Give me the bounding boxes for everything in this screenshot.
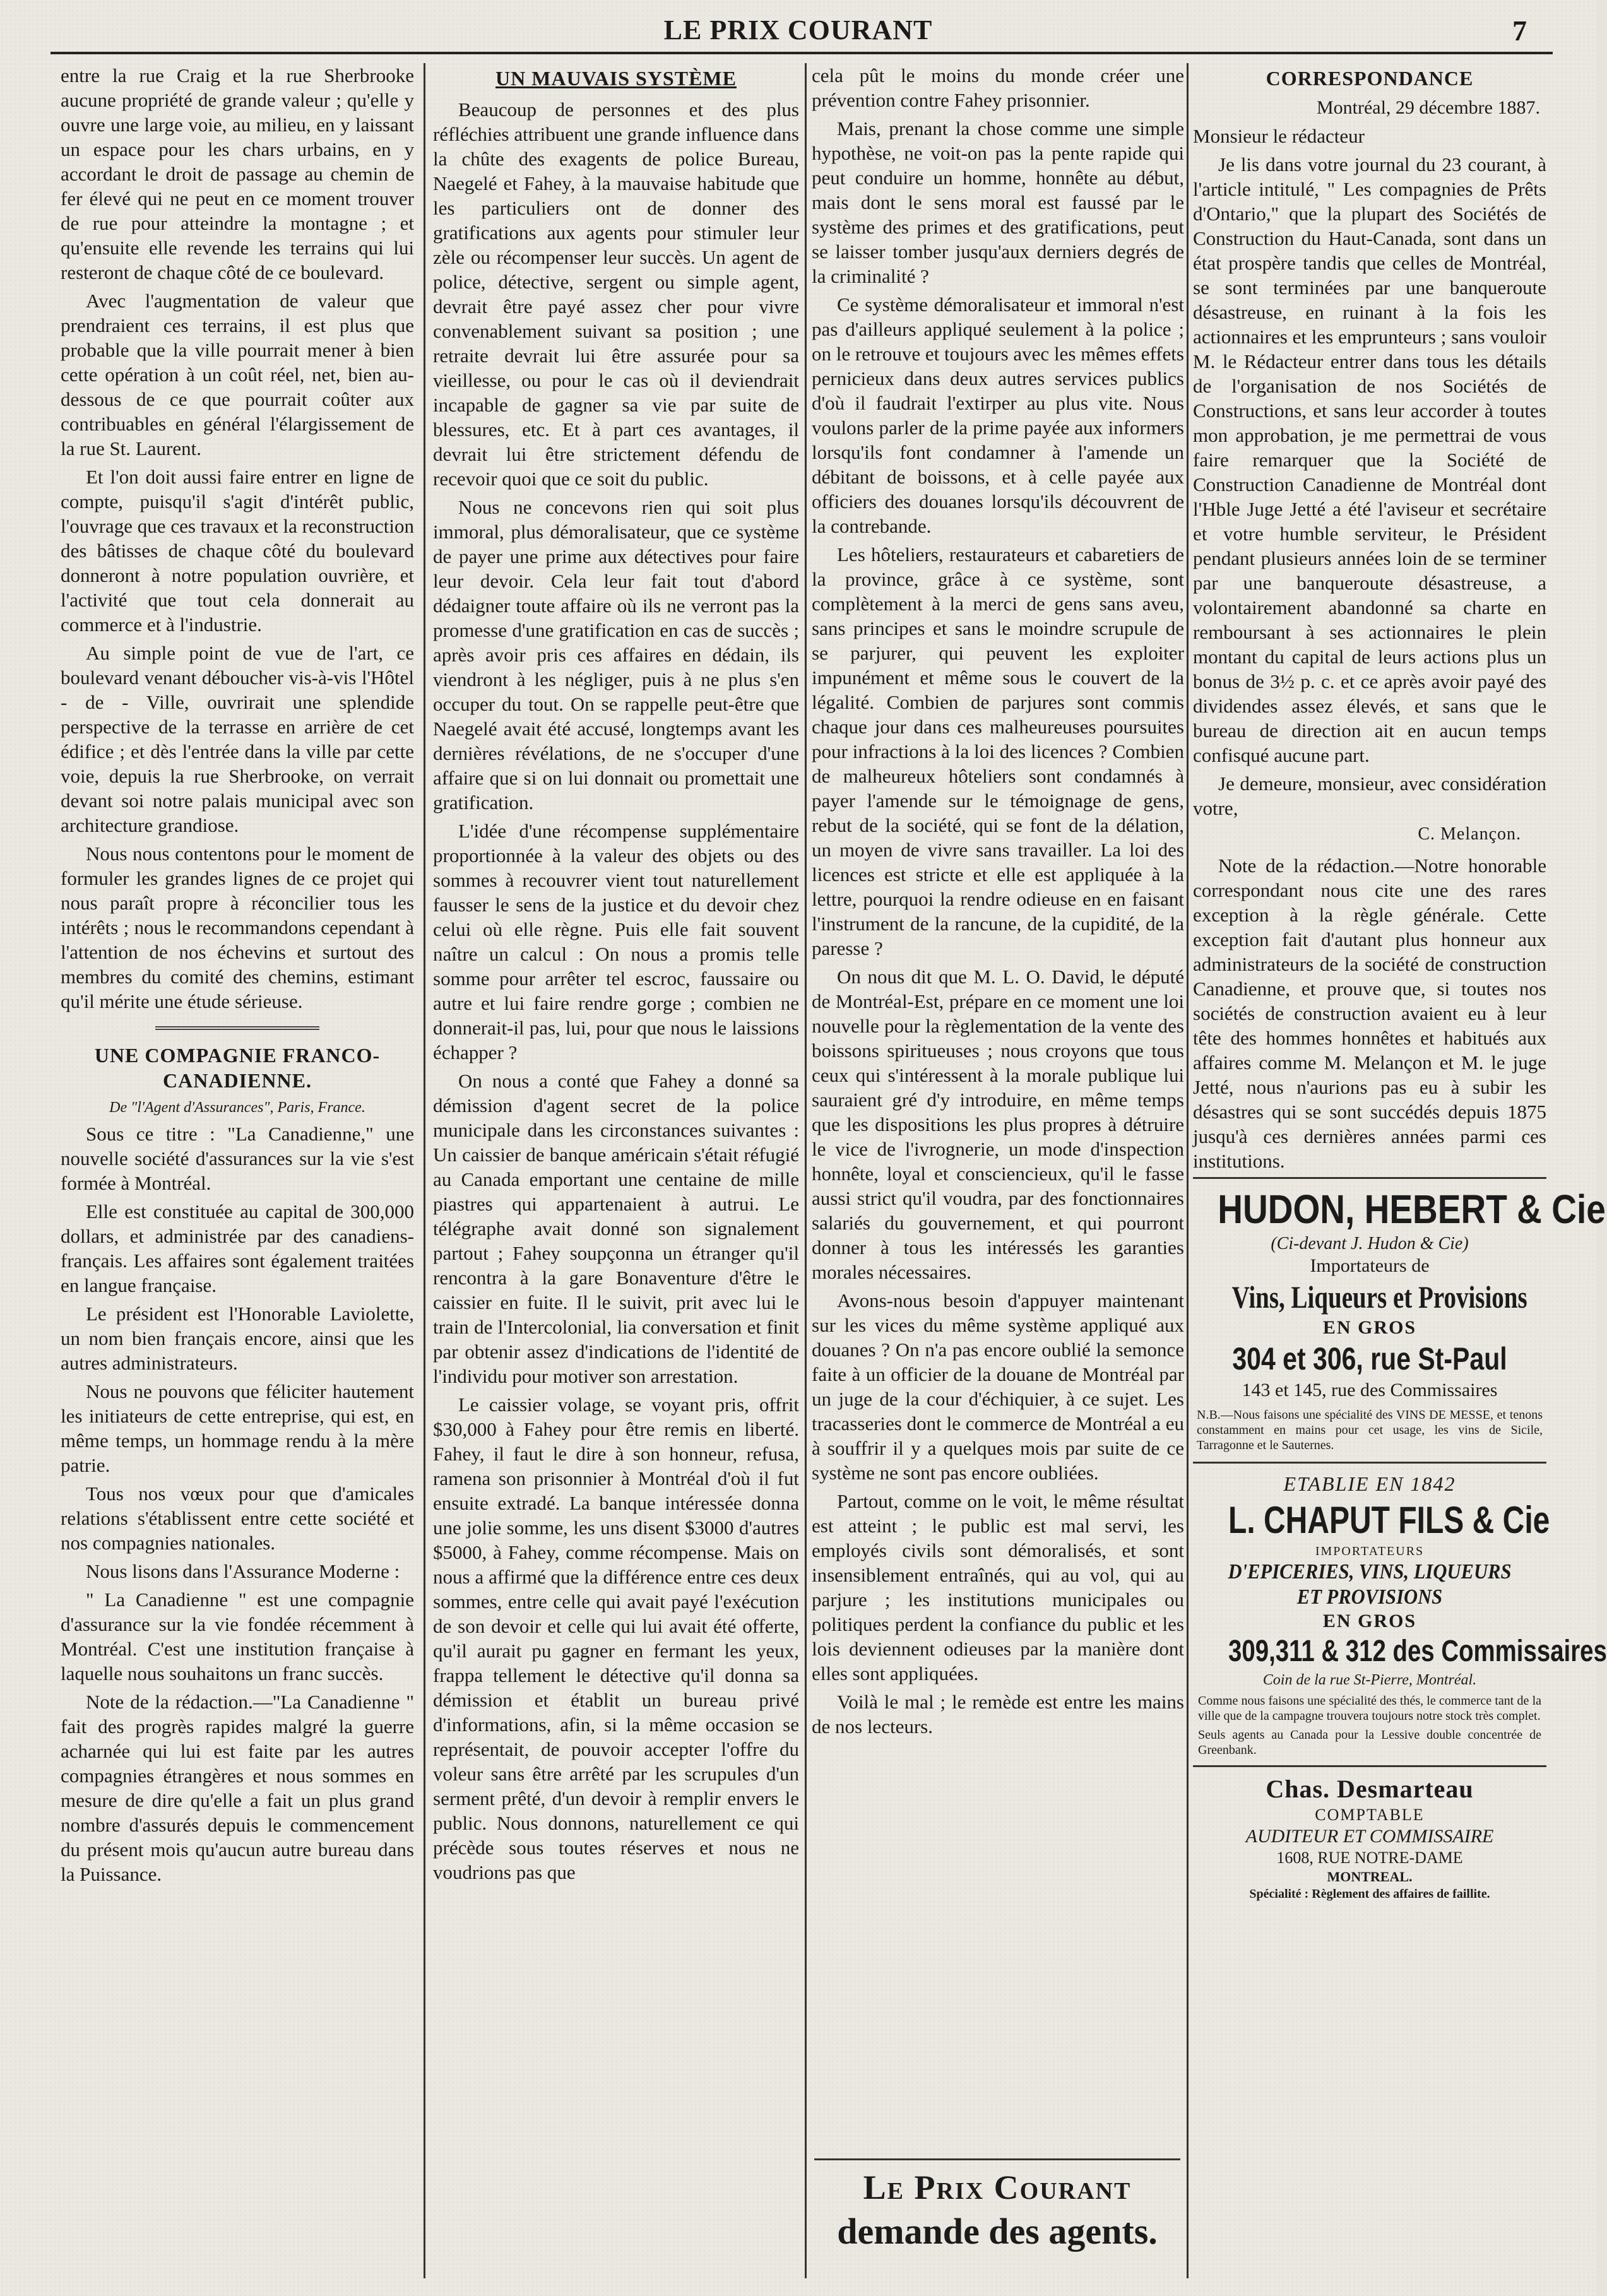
ad-company-name: L. CHAPUT FILS & Cie	[1228, 1499, 1550, 1541]
article-paragraph: Les hôteliers, restaurateurs et cabaretiers de la province, grâce à ce système, sont complètement à la merci de gens sans aveu, sans principes et sans le moindre scrupule de se parjurer, qui peuvent les exploiter impunément et même sous le couvert de la légalité. Combien de parjures sont commis chaque jour dans ces malheureuses poursuites pour infractions à la loi des licences ? Combien de malheureux hôteliers sont condamnés à payer l'amende sur le témoignage de gens, rebut de la société, qui se font de la délation, un moyen de vivre sans travailler. La loi des licences est stricte et elle est appliquée à la lettre, pourquoi la rendre odieuse en en faisant l'instrument de la rancune, de la cupidité, de la paresse ?	[812, 543, 1184, 959]
article-source: De "l'Agent d'Assurances", Paris, France.	[109, 1099, 365, 1116]
promo-subtitle: demande des agents.	[837, 2211, 1158, 2252]
ad-formerly: (Ci-devant J. Hudon & Cie)	[1271, 1234, 1469, 1253]
ad-title: COMPTABLE	[1315, 1806, 1425, 1824]
ad-established: ETABLIE EN 1842	[1283, 1472, 1456, 1495]
column-1	[61, 63, 414, 2272]
article-paragraph: Au simple point de vue de l'art, ce boulevard venant déboucher vis-à-vis l'Hôtel - de - Ville, ouvrirait une splendide perspective de la terrasse en arrière de cet édifice ; et dès l'entrée dans la ville par cette voie, depuis la rue Sherbrooke, on verrait devant soi notre palais municipal avec son architecture grandiose.	[61, 642, 414, 836]
promo-box	[814, 2158, 1180, 2274]
ad-address: 309,311 & 312 des Commissaires	[1228, 1635, 1607, 1668]
article-paragraph: Tous nos vœux pour que d'amicales relations s'établissent entre cette société et nos compagnies nationales.	[61, 1482, 414, 1554]
ad-importers: IMPORTATEURS	[1315, 1544, 1425, 1558]
ad-city: MONTREAL.	[1327, 1869, 1413, 1885]
article-paragraph: " La Canadienne " est une compagnie d'assurance sur la vie fondée récemment à Montréal. C'est une institution française à laquelle nous souhaitons un franc succès.	[61, 1589, 414, 1684]
article-paragraph: On nous a conté que Fahey a donné sa démission d'agent secret de la police municipale dans les circonstances suivantes : Un caissier de banque américain s'était réfugié au Canada emportant une centaine de mille piastres qui appartenaient à autrui. Le télégraphe avait donné son signalement partout ; Fahey soupçonna un étranger qu'il rencontra à la gare Bonaventure d'être le caissier en fuite. Il le suivit, prit avec lui le train de l'Intercolonial, lia conversation et finit par obtenir assez d'indications de l'identité de l'individu pour motiver son arrestation.	[433, 1070, 799, 1387]
editor-note-text: Note de la rédaction.—Notre honorable correspondant nous cite une des rares exception à la règle générale. Cette exception fait d'autant plus honneur aux administrateurs de la société de construction Canadienne, et prouve que, si toutes nos sociétés de construction avaient eu à leur tête des hommes honnêtes et habitués aux affaires comme M. Melançon et M. le juge Jetté, nous n'aurions pas eu à subir les désastres qui se sont succédés depuis 1875 jusqu'à ces dernières années parmi ces institutions.	[1193, 855, 1546, 1172]
heading-text: UN MAUVAIS SYSTÈME	[495, 67, 737, 90]
article-paragraph: Et l'on doit aussi faire entrer en ligne de compte, puisqu'il s'agit d'intérêt public, l'ouvrage que ces travaux et la reconstruction des bâtisses de chaque côté du boulevard donneront à notre population ouvrière, et l'activité que tout cela donnerait au commerce et à l'industrie.	[61, 466, 414, 636]
column-rule	[805, 63, 807, 2278]
article-paragraph: Mais, prenant la chose comme une simple hypothèse, ne voit-on pas la pente rapide qui peut conduire un homme, honnête au début, mais dont le sens moral est faussé par le système des primes et des gratifications, peut se laisser tomber jusqu'aux derniers degrés de la criminalité ?	[812, 117, 1184, 287]
letter-signature: C. Melançon.	[1418, 824, 1521, 844]
column-3	[812, 63, 1184, 2152]
ad-goods-line-1: D'EPICERIES, VINS, LIQUEURS	[1228, 1560, 1512, 1583]
letter-paragraph: Je lis dans votre journal du 23 courant, à l'article intitulé, " Les compagnies de Prêts d'Ontario," que la plupart des Sociétés de Construction du Haut-Canada, sont dans un état prospère tandis que celles de Montréal, se sont terminées par une banqueroute désastreuse, en ruinant à la fois les actionnaires et les emprunteurs ; sans vouloir M. le Rédacteur entrer dans tous les détails de l'organisation de nos Sociétés de Constructions, et sans leur accorder à toutes mon approbation, je me permettrai de vous faire remarquer que la Société de Construction Canadienne de Montréal dont l'Hble Juge Jetté a été l'aviseur et secrétaire et votre humble serviteur, le Président pendant plusieurs années loin de se terminer par une banqueroute désastreuse, a volontairement abandonné sa charte en remboursant à ses actionnaires le plein montant du capital de leurs actions plus un bonus de 3½ p. c. et ce après avoir payé des dividendes assez élevés, et sans que le bureau de direction ait en aucun temps confisqué aucune part.	[1193, 153, 1546, 766]
letter-salutation: Monsieur le rédacteur	[1193, 125, 1365, 147]
article-paragraph: Avons-nous besoin d'appuyer maintenant sur les vices du même système appliqué aux douanes ? On n'a pas encore oublié la semonce faite à un officier de la douane de Montréal par un juge de la cour d'échiquier, à ce sujet. Les tracasseries dont le commerce de Montréal a eu à souffrir il y a quelques mois par suite de ce système ne sont pas encore oubliées.	[812, 1289, 1184, 1484]
article-paragraph: Partout, comme on le voit, le même résultat est atteint ; le public est mal servi, les employés civils sont démoralisés, et sont insensiblement entraînés, qui au vol, qui au parjure ; les institutions municipales ou politiques perdent la confiance du public et les lois deviennent odieuses par la manière dont elles sont appliquées.	[812, 1490, 1184, 1684]
ad-wholesale: EN GROS	[1322, 1317, 1417, 1338]
ad-wholesale: EN GROS	[1322, 1611, 1417, 1631]
ad-specialty: Spécialité : Règlement des affaires de faillite.	[1249, 1887, 1490, 1901]
ad-person-name: Chas. Desmarteau	[1266, 1775, 1474, 1803]
article-paragraph: Nous ne pouvons que féliciter hautement les initiateurs de cette entreprise, qui est, en même temps, un hommage rendu à la mère patrie.	[61, 1380, 414, 1476]
article-paragraph: Elle est constituée au capital de 300,000 dollars, et administrée par des canadiens-français. Les affaires sont également traitées en langue française.	[61, 1200, 414, 1296]
letter-date: Montréal, 29 décembre 1887.	[1316, 97, 1540, 118]
article-paragraph: Voilà le mal ; le remède est entre les mains de nos lecteurs.	[812, 1691, 1184, 1737]
ad-address: 304 et 306, rue St-Paul	[1232, 1341, 1507, 1376]
article-paragraph: Beaucoup de personnes et des plus réfléchies attribuent une grande influence dans la chûte des exagents de police Bureau, Naegelé et Fahey, à la mauvaise habitude que les particuliers ont de donner des gratifications aux agents pour stimuler leur zèle ou récompenser leur succès. Un agent de police, détective, sergent ou simple agent, devrait être payé assez cher pour vivre convenablement suivant sa position ; une retraite devrait lui être assurée pour sa vieillesse, ou pour le cas où il deviendrait incapable de gagner sa vie par suite de blessures, etc. Et à part ces avantages, il devrait lui être strictement défendu de recevoir quoi que ce soit du public.	[433, 98, 799, 490]
ad-goods: Vins, Liqueurs et Provisions	[1231, 1279, 1527, 1315]
article-paragraph: Avec l'augmentation de valeur que prendraient ces terrains, il est plus que probable que la ville pourrait mener à bien cette opération à un coût réel, net, bien au-dessous de ce que pourrait coûter aux contribuables en général l'élargissement de la rue St. Laurent.	[61, 290, 414, 459]
ad-importers: Importateurs de	[1310, 1255, 1430, 1276]
article-heading	[433, 66, 799, 91]
ad-note: Comme nous faisons une spécialité des thés, le commerce tant de la ville que de la campagne trouvera toujours notre stock très complet.	[1198, 1694, 1541, 1723]
editor-note	[1193, 853, 1546, 1173]
masthead-rule	[50, 52, 1553, 54]
ad-address: 1608, RUE NOTRE-DAME	[1276, 1849, 1463, 1867]
advertisement-chaput	[1193, 1462, 1607, 1765]
ad-corner: Coin de la rue St-Pierre, Montréal.	[1262, 1672, 1477, 1688]
article-paragraph: Nous nous contentons pour le moment de formuler les grandes lignes de ce projet qui nous paraît propre à réconcilier tous les intérêts ; nous le recommandons cependant à l'attention de nos échevins et surtout des membres du comité des chemins, estimant qu'il mérite une étude sérieuse.	[61, 843, 414, 1012]
column-2	[433, 63, 799, 2272]
ad-address-secondary: 143 et 145, rue des Commissaires	[1242, 1380, 1498, 1400]
masthead-title: LE PRIX COURANT	[663, 15, 933, 45]
article-paragraph: entre la rue Craig et la rue Sherbrooke aucune propriété de grande valeur ; qu'elle y ouvre une large voie, au milieu, en y laissant un espace pour les chars urbains, en y accordant le droit de passage au chemin de fer élevé qui ne peut en ce moment trouver de rue pour atteindre la montagne ; et qu'ensuite elle revende les terrains qui lui resteront de chaque côté de ce boulevard.	[61, 64, 414, 283]
advertisement-hudon-hebert	[1193, 1177, 1606, 1462]
heading-line-2: CANADIENNE.	[163, 1069, 312, 1092]
ad-role: AUDITEUR ET COMMISSAIRE	[1245, 1826, 1494, 1847]
ad-note-agents: Seuls agents au Canada pour la Lessive double concentrée de Greenbank.	[1198, 1728, 1541, 1757]
advertisement-desmarteau	[1193, 1765, 1546, 1906]
column-4	[1193, 63, 1607, 2272]
promo-title: Le Prix Courant	[863, 2169, 1132, 2206]
column-rule	[424, 63, 425, 2278]
article-paragraph: L'idée d'une récompense supplémentaire proportionnée à la valeur des objets ou des sommes à recouvrer vient tout naturellement fausser le sens de la justice et du devoir chez celui où elle règne. Puis elle fait souvent naître un calcul : On nous a promis telle somme pour arrêter tel escroc, faussaire ou autre et lui faire rendre gorge ; combien ne donnerait-il pas, lui, pour que nous le laissions échapper ?	[433, 820, 799, 1063]
ad-goods-line-2: ET PROVISIONS	[1296, 1585, 1443, 1609]
ad-company-name: HUDON, HEBERT & Cie	[1218, 1186, 1606, 1232]
article-paragraph: cela pût le moins du monde créer une prévention contre Fahey prisonnier.	[812, 64, 1184, 111]
heading-line-1: UNE COMPAGNIE FRANCO-	[94, 1044, 381, 1067]
ad-note: N.B.—Nous faisons une spécialité des VINS DE MESSE, et tenons constamment en mains pour cet usage, les vins de Sicile, Tarragonne et le Sauternes.	[1197, 1408, 1543, 1452]
column-rule	[1187, 63, 1189, 2278]
article-paragraph: Le président est l'Honorable Laviolette, un nom bien français encore, ainsi que les autres administrateurs.	[61, 1303, 414, 1374]
article-paragraph: Nous ne concevons rien qui soit plus immoral, plus démoralisateur, que ce système de payer une prime aux détectives pour faire leur devoir. Cela leur fait tout d'abord dédaigner toute affaire où ils ne verront pas la promesse d'une gratification en cas de succès ; après avoir pris ces affaires en dédain, ils viendront à les négliger, puis à ne plus s'en occuper du tout. On se rappelle peut-être que Naegelé avait été accusé, longtemps avant les dernières révélations, de ne s'occuper d'une affaire que si on lui donnait ou promettait une gratification.	[433, 496, 799, 814]
page-number: 7	[1512, 15, 1527, 47]
article-separator	[155, 1026, 319, 1030]
article-paragraph: Ce système démoralisateur et immoral n'est pas d'ailleurs appliqué seulement à la police ; on le retrouve et toujours avec les mêmes effets pernicieux dans deux autres services publics d'où il faudrait l'extirper au plus vite. Nous voulons parler de la prime payée aux informers lorsqu'ils font condamner à l'amende un débitant de boissons, et à celle payée aux officiers des douanes lorsqu'ils découvrent de la contrebande.	[812, 293, 1184, 537]
article-paragraph: Nous lisons dans l'Assurance Moderne :	[86, 1560, 400, 1582]
article-heading	[61, 1043, 414, 1093]
article-heading: CORRESPONDANCE	[1266, 67, 1474, 90]
article-paragraph: Note de la rédaction.—"La Canadienne " fait des progrès rapides malgré la guerre acharnée qui lui est faite par les autres compagnies étrangères et nous sommes en mesure de dire qu'elle a fait un plus grand nombre d'assurés depuis le commencement du présent mois qu'aucun autre bureau dans la Puissance.	[61, 1691, 414, 1885]
article-paragraph: Sous ce titre : "La Canadienne," une nouvelle société d'assurances sur la vie s'est formée à Montréal.	[61, 1123, 414, 1194]
letter-paragraph: Je demeure, monsieur, avec considération votre,	[1193, 772, 1546, 819]
article-paragraph: On nous dit que M. L. O. David, le député de Montréal-Est, prépare en ce moment une loi nouvelle pour la règlementation de la vente des boissons spiritueuses ; nous croyons que tous ceux qui s'intéressent à la morale publique lui sauraient gré d'y introduire, en même temps que les dispositions les plus propres à détruire le vice de l'ivrognerie, un mode d'inspection honnête, loyal et consciencieux, qu'il le fasse aussi strict qu'il voudra, par des fonctionnaires salariés du gouvernement, et qui pourront donner à tous les intéressés les garanties morales nécessaires.	[812, 966, 1184, 1283]
article-paragraph: Le caissier volage, se voyant pris, offrit $30,000 à Fahey pour être remis en liberté. Fahey, il faut le dire à son honneur, refusa, ramena son prisonnier à Montréal d'où il fut ensuite extradé. La banque intéressée donna une jolie somme, les uns disent $3000 d'autres $5000, à Fahey, comme récompense. Mais on nous a affirmé que la différence entre ces deux sommes, entre celle qui avait payé l'exécution de son devoir et celle qui lui avait été offerte, qu'il aurait pu gagner en fermant les yeux, frappa tellement le détective qu'il donna sa démission et établit un bureau privé d'informations, afin, si la même occasion se représentait, de pouvoir accepter l'offre du voleur sans être arrêté par les scrupules d'un serment prêté, d'un devoir à remplir envers le public. Nous donnons, naturellement ce qui précède sous toutes réserves et nous ne voudrions pas que	[433, 1394, 799, 1883]
